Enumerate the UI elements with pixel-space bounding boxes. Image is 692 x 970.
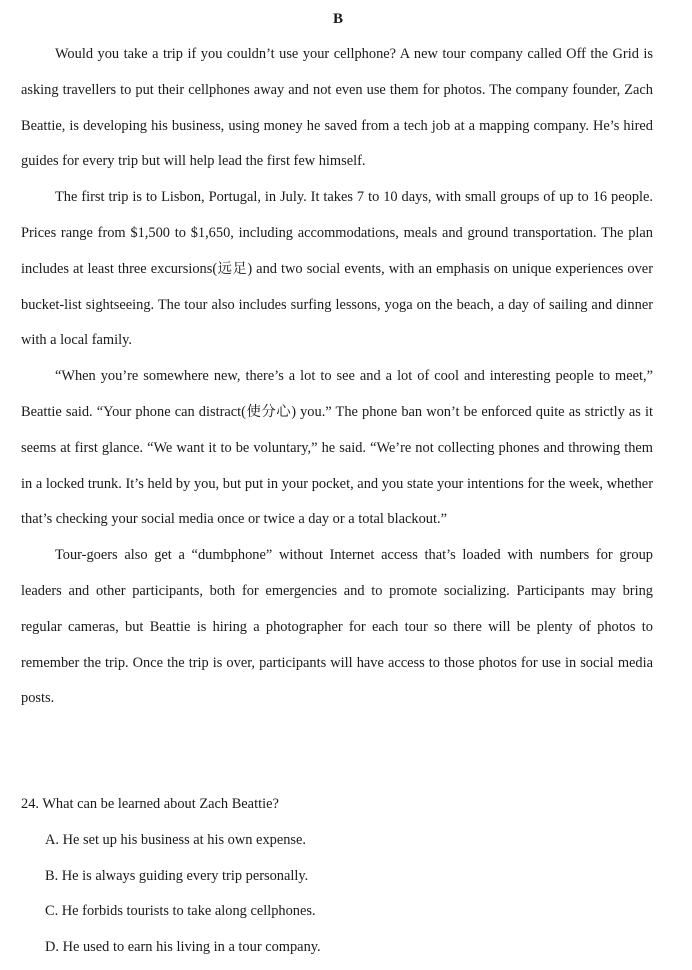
option-c[interactable]: C. He forbids tourists to take along cellphones. [45, 903, 316, 920]
option-b[interactable]: B. He is always guiding every trip personally. [45, 867, 309, 884]
reading-passage [21, 37, 653, 717]
paragraph-3: “When you’re somewhere new, there’s a lot to see and a lot of cool and interesting people to meet,” Beattie said. “Your phone can distract(使分心) you.” The phone ban won’t be enforced quite as strictly as it seems at first glance. “We want it to be voluntary,” he said. “We’re not collecting phones and throwing them in a locked trunk. It’s held by you, but put in your pocket, and you state your intentions for the week, whether that’s checking your social media once or twice a day or a total blackout.” [21, 368, 653, 528]
option-d[interactable]: D. He used to earn his living in a tour company. [45, 939, 321, 956]
section-heading: B [332, 11, 343, 27]
option-a[interactable]: A. He set up his business at his own expense. [45, 831, 306, 848]
paragraph-2: The first trip is to Lisbon, Portugal, in July. It takes 7 to 10 days, with small groups of up to 16 people. Prices range from $1,500 to $1,650, including accommodations, meals and ground transportation. The plan includes at least three excursions(远足) and two social events, with an emphasis on unique experiences over bucket-list sightseeing. The tour also includes surfing lessons, yoga on the beach, a day of sailing and dinner with a local family. [21, 189, 653, 349]
question-stem: 24. What can be learned about Zach Beattie? [21, 796, 279, 812]
question-24 [21, 787, 661, 966]
paragraph-1: Would you take a trip if you couldn’t use your cellphone? A new tour company called Off the Grid is asking travellers to put their cellphones away and not even use them for photos. The company founder, Zach Beattie, is developing his business, using money he saved from a tech job at a mapping company. He’s hired guides for every trip but will help lead the first few himself. [21, 46, 653, 170]
paragraph-4: Tour-goers also get a “dumbphone” without Internet access that’s loaded with numbers for group leaders and other participants, both for emergencies and to promote socializing. Participants may bring regular cameras, but Beattie is hiring a photographer for each tour so there will be plenty of photos to remember the trip. Once the trip is over, participants will have access to those photos for use in social media posts. [21, 547, 653, 707]
